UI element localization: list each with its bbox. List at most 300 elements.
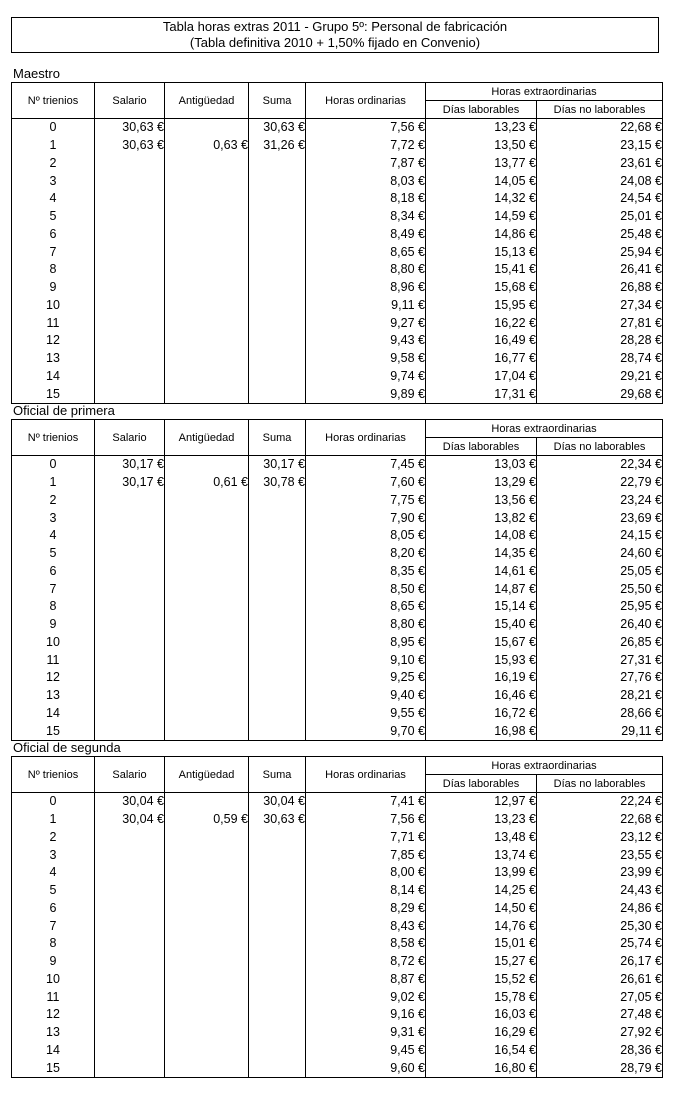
title-line-1: Tabla horas extras 2011 - Grupo 5º: Personal de fabricación	[162, 19, 508, 34]
cell-suma	[249, 953, 306, 971]
cell-no-laborables: 22,68 €	[537, 119, 663, 137]
cell-salario	[95, 616, 165, 634]
cell-ordinarias: 9,02 €	[306, 988, 426, 1006]
cell-trienios: 12	[12, 669, 95, 687]
cell-antiguedad	[165, 155, 249, 173]
cell-antiguedad	[165, 385, 249, 403]
cell-suma	[249, 846, 306, 864]
cell-laborables: 14,05 €	[426, 172, 537, 190]
cell-laborables: 15,78 €	[426, 988, 537, 1006]
table-row	[12, 137, 663, 155]
cell-ordinarias: 9,55 €	[306, 705, 426, 723]
cell-antiguedad	[165, 208, 249, 226]
cell-antiguedad	[165, 598, 249, 616]
cell-no-laborables: 27,48 €	[537, 1006, 663, 1024]
cell-laborables: 13,82 €	[426, 509, 537, 527]
cell-suma	[249, 208, 306, 226]
cell-salario	[95, 1006, 165, 1024]
cell-ordinarias: 9,10 €	[306, 651, 426, 669]
cell-trienios: 4	[12, 864, 95, 882]
cell-trienios: 7	[12, 243, 95, 261]
cell-salario	[95, 1042, 165, 1060]
table-row	[12, 297, 663, 315]
cell-salario	[95, 243, 165, 261]
header-horas-ordinarias: Horas ordinarias	[306, 420, 426, 456]
cell-no-laborables: 26,17 €	[537, 953, 663, 971]
cell-ordinarias: 8,43 €	[306, 917, 426, 935]
cell-laborables: 13,03 €	[426, 456, 537, 474]
cell-salario	[95, 226, 165, 244]
cell-laborables: 13,29 €	[426, 474, 537, 492]
cell-salario	[95, 1024, 165, 1042]
section-label-oficial-segunda: Oficial de segunda	[13, 740, 121, 755]
cell-ordinarias: 8,14 €	[306, 882, 426, 900]
cell-salario	[95, 297, 165, 315]
cell-ordinarias: 8,65 €	[306, 598, 426, 616]
cell-laborables: 14,76 €	[426, 917, 537, 935]
header-dias-laborables: Días laborables	[426, 101, 537, 119]
cell-ordinarias: 9,45 €	[306, 1042, 426, 1060]
cell-salario	[95, 208, 165, 226]
cell-suma	[249, 261, 306, 279]
cell-salario	[95, 545, 165, 563]
cell-no-laborables: 23,24 €	[537, 492, 663, 510]
cell-antiguedad	[165, 580, 249, 598]
cell-salario	[95, 846, 165, 864]
cell-ordinarias: 9,70 €	[306, 722, 426, 740]
cell-laborables: 16,77 €	[426, 350, 537, 368]
cell-trienios: 1	[12, 137, 95, 155]
table-row	[12, 1059, 663, 1077]
cell-antiguedad	[165, 190, 249, 208]
cell-no-laborables: 28,21 €	[537, 687, 663, 705]
cell-suma: 30,63 €	[249, 119, 306, 137]
cell-suma	[249, 864, 306, 882]
header-horas-ordinarias: Horas ordinarias	[306, 83, 426, 119]
header-dias-laborables: Días laborables	[426, 438, 537, 456]
cell-suma	[249, 882, 306, 900]
cell-trienios: 7	[12, 917, 95, 935]
table-row	[12, 456, 663, 474]
table-row	[12, 705, 663, 723]
table-row	[12, 917, 663, 935]
cell-no-laborables: 26,61 €	[537, 971, 663, 989]
cell-antiguedad	[165, 1042, 249, 1060]
cell-suma	[249, 580, 306, 598]
header-antiguedad: Antigüedad	[165, 83, 249, 119]
cell-ordinarias: 7,45 €	[306, 456, 426, 474]
cell-salario	[95, 917, 165, 935]
cell-salario	[95, 722, 165, 740]
cell-salario	[95, 492, 165, 510]
cell-no-laborables: 29,11 €	[537, 722, 663, 740]
cell-salario	[95, 1059, 165, 1077]
cell-no-laborables: 27,76 €	[537, 669, 663, 687]
cell-antiguedad	[165, 297, 249, 315]
cell-antiguedad	[165, 705, 249, 723]
cell-no-laborables: 22,79 €	[537, 474, 663, 492]
cell-laborables: 17,04 €	[426, 368, 537, 386]
cell-antiguedad	[165, 1024, 249, 1042]
table-row	[12, 793, 663, 811]
cell-trienios: 9	[12, 953, 95, 971]
table-row	[12, 563, 663, 581]
cell-suma	[249, 722, 306, 740]
cell-trienios: 3	[12, 172, 95, 190]
table-row	[12, 314, 663, 332]
cell-suma	[249, 314, 306, 332]
cell-ordinarias: 8,05 €	[306, 527, 426, 545]
cell-salario	[95, 651, 165, 669]
cell-trienios: 8	[12, 261, 95, 279]
header-salario: Salario	[95, 83, 165, 119]
cell-ordinarias: 8,95 €	[306, 634, 426, 652]
table-row	[12, 332, 663, 350]
cell-laborables: 15,14 €	[426, 598, 537, 616]
cell-ordinarias: 8,65 €	[306, 243, 426, 261]
cell-ordinarias: 8,72 €	[306, 953, 426, 971]
header-horas-extraordinarias: Horas extraordinarias	[426, 83, 663, 101]
cell-laborables: 14,59 €	[426, 208, 537, 226]
cell-laborables: 16,46 €	[426, 687, 537, 705]
cell-ordinarias: 9,11 €	[306, 297, 426, 315]
cell-antiguedad	[165, 350, 249, 368]
section-label-oficial-primera: Oficial de primera	[13, 403, 115, 418]
cell-trienios: 15	[12, 722, 95, 740]
cell-antiguedad	[165, 953, 249, 971]
cell-ordinarias: 8,96 €	[306, 279, 426, 297]
cell-ordinarias: 9,89 €	[306, 385, 426, 403]
cell-suma	[249, 509, 306, 527]
cell-antiguedad	[165, 882, 249, 900]
section-label-maestro: Maestro	[13, 66, 60, 81]
cell-salario	[95, 350, 165, 368]
table-row	[12, 243, 663, 261]
table-row	[12, 935, 663, 953]
cell-laborables: 13,23 €	[426, 811, 537, 829]
cell-salario: 30,04 €	[95, 811, 165, 829]
cell-laborables: 15,52 €	[426, 971, 537, 989]
cell-suma	[249, 226, 306, 244]
cell-laborables: 14,08 €	[426, 527, 537, 545]
cell-salario	[95, 385, 165, 403]
table-row	[12, 279, 663, 297]
table-row	[12, 811, 663, 829]
cell-antiguedad	[165, 332, 249, 350]
table-maestro	[11, 82, 663, 404]
header-salario: Salario	[95, 420, 165, 456]
cell-ordinarias: 9,74 €	[306, 368, 426, 386]
header-dias-no-laborables: Días no laborables	[537, 101, 663, 119]
table-row	[12, 261, 663, 279]
cell-antiguedad	[165, 492, 249, 510]
table-row	[12, 226, 663, 244]
table-row	[12, 1006, 663, 1024]
cell-ordinarias: 9,27 €	[306, 314, 426, 332]
cell-antiguedad	[165, 829, 249, 847]
table-row	[12, 527, 663, 545]
cell-ordinarias: 7,41 €	[306, 793, 426, 811]
cell-suma	[249, 155, 306, 173]
cell-trienios: 1	[12, 474, 95, 492]
cell-suma: 30,78 €	[249, 474, 306, 492]
cell-salario: 30,63 €	[95, 137, 165, 155]
cell-suma	[249, 190, 306, 208]
cell-antiguedad	[165, 563, 249, 581]
cell-antiguedad	[165, 119, 249, 137]
cell-no-laborables: 28,66 €	[537, 705, 663, 723]
cell-ordinarias: 7,90 €	[306, 509, 426, 527]
cell-no-laborables: 24,43 €	[537, 882, 663, 900]
table-row	[12, 634, 663, 652]
cell-no-laborables: 23,99 €	[537, 864, 663, 882]
cell-ordinarias: 7,56 €	[306, 811, 426, 829]
cell-ordinarias: 7,71 €	[306, 829, 426, 847]
cell-trienios: 2	[12, 492, 95, 510]
cell-no-laborables: 27,34 €	[537, 297, 663, 315]
table-row	[12, 971, 663, 989]
table-row	[12, 492, 663, 510]
cell-trienios: 12	[12, 332, 95, 350]
cell-trienios: 3	[12, 509, 95, 527]
table-row	[12, 846, 663, 864]
cell-ordinarias: 8,03 €	[306, 172, 426, 190]
cell-trienios: 6	[12, 900, 95, 918]
cell-no-laborables: 29,68 €	[537, 385, 663, 403]
cell-salario	[95, 953, 165, 971]
header-trienios: Nº trienios	[12, 420, 95, 456]
cell-no-laborables: 25,50 €	[537, 580, 663, 598]
cell-salario	[95, 829, 165, 847]
cell-suma	[249, 563, 306, 581]
cell-trienios: 0	[12, 456, 95, 474]
table-oficial-primera	[11, 419, 663, 741]
cell-trienios: 6	[12, 563, 95, 581]
cell-suma	[249, 687, 306, 705]
cell-suma: 31,26 €	[249, 137, 306, 155]
cell-suma	[249, 935, 306, 953]
table-row	[12, 119, 663, 137]
cell-salario: 30,17 €	[95, 474, 165, 492]
cell-trienios: 3	[12, 846, 95, 864]
table-row	[12, 882, 663, 900]
cell-no-laborables: 28,28 €	[537, 332, 663, 350]
cell-trienios: 15	[12, 1059, 95, 1077]
cell-suma	[249, 545, 306, 563]
cell-salario	[95, 368, 165, 386]
cell-antiguedad	[165, 634, 249, 652]
cell-antiguedad	[165, 314, 249, 332]
cell-no-laborables: 26,40 €	[537, 616, 663, 634]
cell-antiguedad: 0,61 €	[165, 474, 249, 492]
cell-salario	[95, 261, 165, 279]
cell-laborables: 15,67 €	[426, 634, 537, 652]
header-dias-laborables: Días laborables	[426, 775, 537, 793]
cell-ordinarias: 9,31 €	[306, 1024, 426, 1042]
cell-ordinarias: 8,80 €	[306, 261, 426, 279]
cell-antiguedad	[165, 669, 249, 687]
cell-no-laborables: 24,60 €	[537, 545, 663, 563]
table-row	[12, 155, 663, 173]
cell-trienios: 0	[12, 119, 95, 137]
cell-antiguedad	[165, 1059, 249, 1077]
cell-antiguedad	[165, 616, 249, 634]
cell-trienios: 7	[12, 580, 95, 598]
cell-ordinarias: 8,20 €	[306, 545, 426, 563]
table-row	[12, 190, 663, 208]
cell-laborables: 14,61 €	[426, 563, 537, 581]
cell-salario	[95, 935, 165, 953]
cell-suma: 30,04 €	[249, 793, 306, 811]
cell-no-laborables: 24,15 €	[537, 527, 663, 545]
header-salario: Salario	[95, 757, 165, 793]
cell-no-laborables: 26,85 €	[537, 634, 663, 652]
cell-laborables: 14,25 €	[426, 882, 537, 900]
cell-trienios: 15	[12, 385, 95, 403]
cell-no-laborables: 24,86 €	[537, 900, 663, 918]
cell-trienios: 12	[12, 1006, 95, 1024]
table-row	[12, 1042, 663, 1060]
cell-ordinarias: 8,49 €	[306, 226, 426, 244]
cell-laborables: 16,98 €	[426, 722, 537, 740]
cell-laborables: 15,13 €	[426, 243, 537, 261]
cell-trienios: 14	[12, 705, 95, 723]
cell-salario	[95, 669, 165, 687]
cell-no-laborables: 23,69 €	[537, 509, 663, 527]
cell-suma	[249, 651, 306, 669]
cell-laborables: 14,32 €	[426, 190, 537, 208]
cell-salario	[95, 190, 165, 208]
cell-trienios: 8	[12, 598, 95, 616]
cell-no-laborables: 28,36 €	[537, 1042, 663, 1060]
cell-ordinarias: 8,18 €	[306, 190, 426, 208]
cell-no-laborables: 25,01 €	[537, 208, 663, 226]
cell-laborables: 15,40 €	[426, 616, 537, 634]
cell-suma	[249, 669, 306, 687]
cell-salario	[95, 527, 165, 545]
header-horas-ordinarias: Horas ordinarias	[306, 757, 426, 793]
cell-trienios: 4	[12, 190, 95, 208]
cell-laborables: 16,19 €	[426, 669, 537, 687]
cell-suma	[249, 1006, 306, 1024]
cell-trienios: 10	[12, 634, 95, 652]
cell-suma	[249, 598, 306, 616]
cell-laborables: 14,50 €	[426, 900, 537, 918]
cell-suma	[249, 705, 306, 723]
table-row	[12, 687, 663, 705]
cell-laborables: 15,93 €	[426, 651, 537, 669]
cell-salario	[95, 155, 165, 173]
cell-ordinarias: 8,87 €	[306, 971, 426, 989]
cell-antiguedad	[165, 793, 249, 811]
cell-salario	[95, 634, 165, 652]
cell-ordinarias: 9,25 €	[306, 669, 426, 687]
cell-suma	[249, 829, 306, 847]
cell-antiguedad	[165, 722, 249, 740]
cell-suma	[249, 527, 306, 545]
cell-ordinarias: 7,87 €	[306, 155, 426, 173]
cell-antiguedad	[165, 226, 249, 244]
table-row	[12, 545, 663, 563]
cell-trienios: 8	[12, 935, 95, 953]
cell-salario	[95, 900, 165, 918]
cell-suma	[249, 917, 306, 935]
cell-laborables: 16,03 €	[426, 1006, 537, 1024]
cell-laborables: 15,41 €	[426, 261, 537, 279]
cell-antiguedad	[165, 651, 249, 669]
cell-ordinarias: 9,40 €	[306, 687, 426, 705]
header-horas-extraordinarias: Horas extraordinarias	[426, 420, 663, 438]
cell-laborables: 13,48 €	[426, 829, 537, 847]
cell-salario: 30,17 €	[95, 456, 165, 474]
cell-laborables: 13,50 €	[426, 137, 537, 155]
cell-no-laborables: 24,54 €	[537, 190, 663, 208]
header-dias-no-laborables: Días no laborables	[537, 438, 663, 456]
cell-salario: 30,04 €	[95, 793, 165, 811]
cell-no-laborables: 25,95 €	[537, 598, 663, 616]
title-line-2: (Tabla definitiva 2010 + 1,50% fijado en Convenio)	[189, 35, 481, 50]
header-suma: Suma	[249, 757, 306, 793]
table-row	[12, 616, 663, 634]
header-horas-extraordinarias: Horas extraordinarias	[426, 757, 663, 775]
cell-antiguedad	[165, 687, 249, 705]
cell-trienios: 14	[12, 1042, 95, 1060]
cell-laborables: 13,99 €	[426, 864, 537, 882]
cell-suma	[249, 1042, 306, 1060]
cell-laborables: 15,27 €	[426, 953, 537, 971]
cell-antiguedad	[165, 509, 249, 527]
table-row	[12, 208, 663, 226]
cell-suma	[249, 634, 306, 652]
cell-trienios: 0	[12, 793, 95, 811]
cell-ordinarias: 7,60 €	[306, 474, 426, 492]
table-row	[12, 864, 663, 882]
cell-salario	[95, 580, 165, 598]
table-row	[12, 953, 663, 971]
cell-salario	[95, 563, 165, 581]
cell-antiguedad	[165, 846, 249, 864]
header-trienios: Nº trienios	[12, 83, 95, 119]
cell-ordinarias: 8,58 €	[306, 935, 426, 953]
cell-trienios: 2	[12, 829, 95, 847]
cell-antiguedad	[165, 172, 249, 190]
header-suma: Suma	[249, 420, 306, 456]
cell-no-laborables: 23,55 €	[537, 846, 663, 864]
cell-suma	[249, 492, 306, 510]
cell-ordinarias: 8,50 €	[306, 580, 426, 598]
cell-salario	[95, 687, 165, 705]
cell-laborables: 15,01 €	[426, 935, 537, 953]
cell-trienios: 11	[12, 651, 95, 669]
cell-suma	[249, 971, 306, 989]
cell-suma	[249, 616, 306, 634]
cell-ordinarias: 7,85 €	[306, 846, 426, 864]
table-row	[12, 722, 663, 740]
cell-no-laborables: 25,74 €	[537, 935, 663, 953]
cell-salario	[95, 172, 165, 190]
cell-laborables: 16,54 €	[426, 1042, 537, 1060]
cell-no-laborables: 24,08 €	[537, 172, 663, 190]
table-row	[12, 172, 663, 190]
cell-suma: 30,63 €	[249, 811, 306, 829]
cell-ordinarias: 7,56 €	[306, 119, 426, 137]
cell-salario	[95, 509, 165, 527]
cell-laborables: 13,23 €	[426, 119, 537, 137]
cell-suma	[249, 243, 306, 261]
cell-laborables: 13,74 €	[426, 846, 537, 864]
cell-trienios: 13	[12, 687, 95, 705]
table-row	[12, 669, 663, 687]
